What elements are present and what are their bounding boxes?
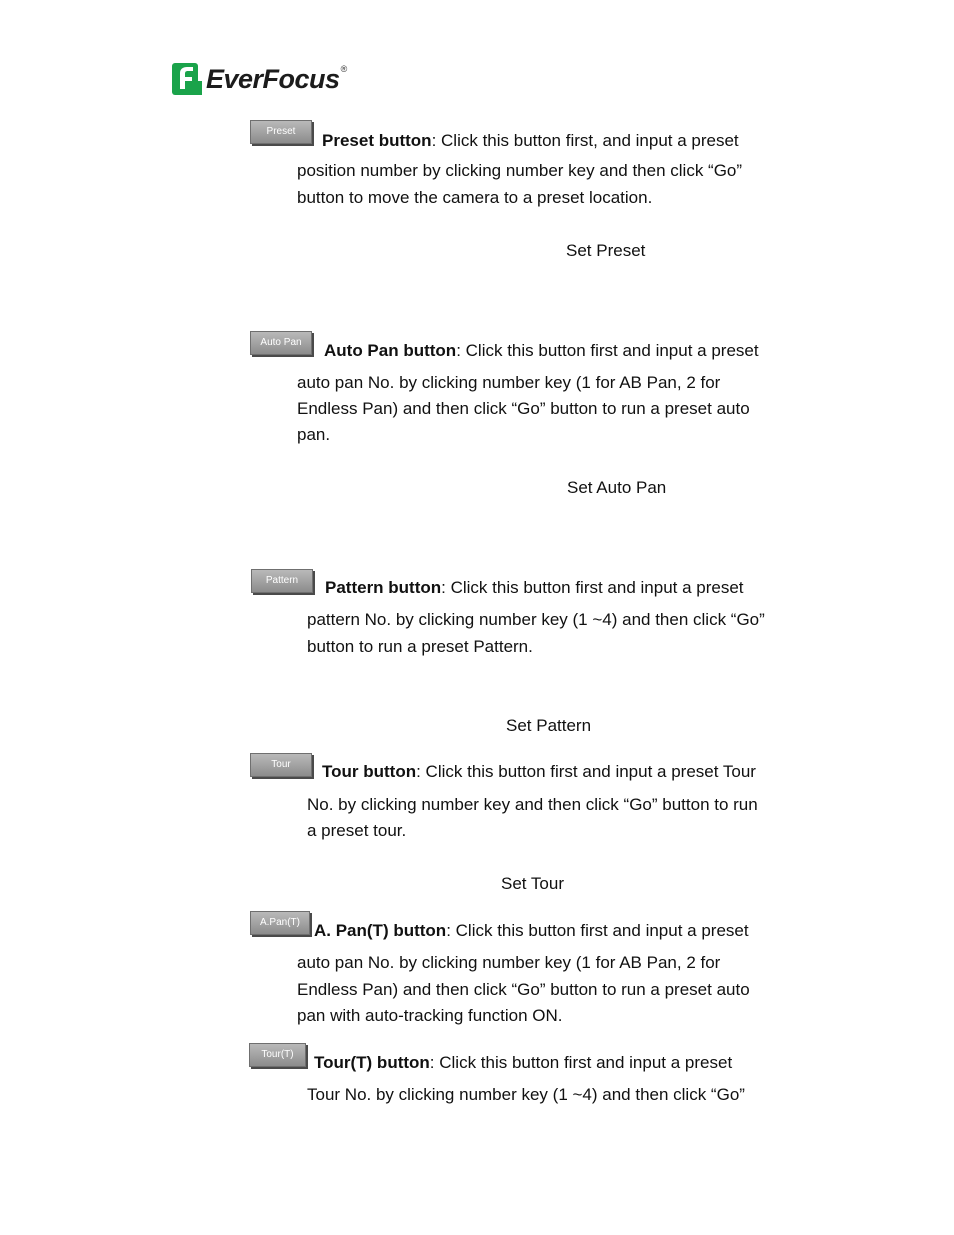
registered-mark: ® xyxy=(340,64,348,74)
tour-title: Tour button xyxy=(322,762,417,781)
auto-pan-desc-line-1: Auto Pan button: Click this button first and input a preset xyxy=(324,341,759,360)
everfocus-logo-icon xyxy=(171,62,203,96)
auto-pan-desc-line-2: auto pan No. by clicking number key (1 for AB Pan, 2 for xyxy=(297,373,721,392)
apan-t-desc-line-3: Endless Pan) and then click “Go” button to run a preset auto xyxy=(297,980,750,999)
auto-pan-button[interactable]: Auto Pan xyxy=(250,331,312,355)
apan-t-title: A. Pan(T) button xyxy=(314,921,447,940)
preset-title: Preset button xyxy=(322,131,432,150)
tour-desc-line-1: Tour button: Click this button first and input a preset Tour xyxy=(322,762,756,781)
auto-pan-caption: Set Auto Pan xyxy=(567,478,667,497)
pattern-title: Pattern button xyxy=(325,578,442,597)
tour-t-button[interactable]: Tour(T) xyxy=(249,1043,306,1067)
apan-t-desc-line-1: A. Pan(T) button: Click this button first and input a preset xyxy=(314,921,749,940)
preset-desc-line-3: button to move the camera to a preset location. xyxy=(297,188,653,207)
pattern-desc-line-1: Pattern button: Click this button first and input a preset xyxy=(325,578,744,597)
logo-text: EverFocus xyxy=(206,63,340,94)
apan-t-desc-line-2: auto pan No. by clicking number key (1 for AB Pan, 2 for xyxy=(297,953,721,972)
preset-button[interactable]: Preset xyxy=(250,120,312,144)
tour-desc-line-2: No. by clicking number key and then click “Go” button to run xyxy=(307,795,758,814)
tour-t-desc-line-2: Tour No. by clicking number key (1 ~4) and then click “Go” xyxy=(307,1085,745,1104)
preset-desc-line-2: position number by clicking number key and then click “Go” xyxy=(297,161,743,180)
pattern-button[interactable]: Pattern xyxy=(251,569,313,593)
auto-pan-desc-line-3: Endless Pan) and then click “Go” button to run a preset auto xyxy=(297,399,750,418)
auto-pan-title: Auto Pan button xyxy=(324,341,457,360)
auto-pan-desc-line-4: pan. xyxy=(297,425,331,444)
preset-caption: Set Preset xyxy=(566,241,646,260)
pattern-desc-line-3: button to run a preset Pattern. xyxy=(307,637,533,656)
apan-t-button[interactable]: A.Pan(T) xyxy=(250,911,310,935)
everfocus-logo xyxy=(171,61,347,97)
tour-caption: Set Tour xyxy=(501,874,565,893)
tour-desc-line-3: a preset tour. xyxy=(307,821,407,840)
tour-t-title: Tour(T) button xyxy=(314,1053,430,1072)
tour-button[interactable]: Tour xyxy=(250,753,312,777)
pattern-caption: Set Pattern xyxy=(506,716,592,735)
apan-t-desc-line-4: pan with auto-tracking function ON. xyxy=(297,1006,563,1025)
preset-desc-line-1: Preset button: Click this button first, and input a preset xyxy=(322,131,739,150)
pattern-desc-line-2: pattern No. by clicking number key (1 ~4) and then click “Go” xyxy=(307,610,765,629)
tour-t-desc-line-1: Tour(T) button: Click this button first and input a preset xyxy=(314,1053,733,1072)
